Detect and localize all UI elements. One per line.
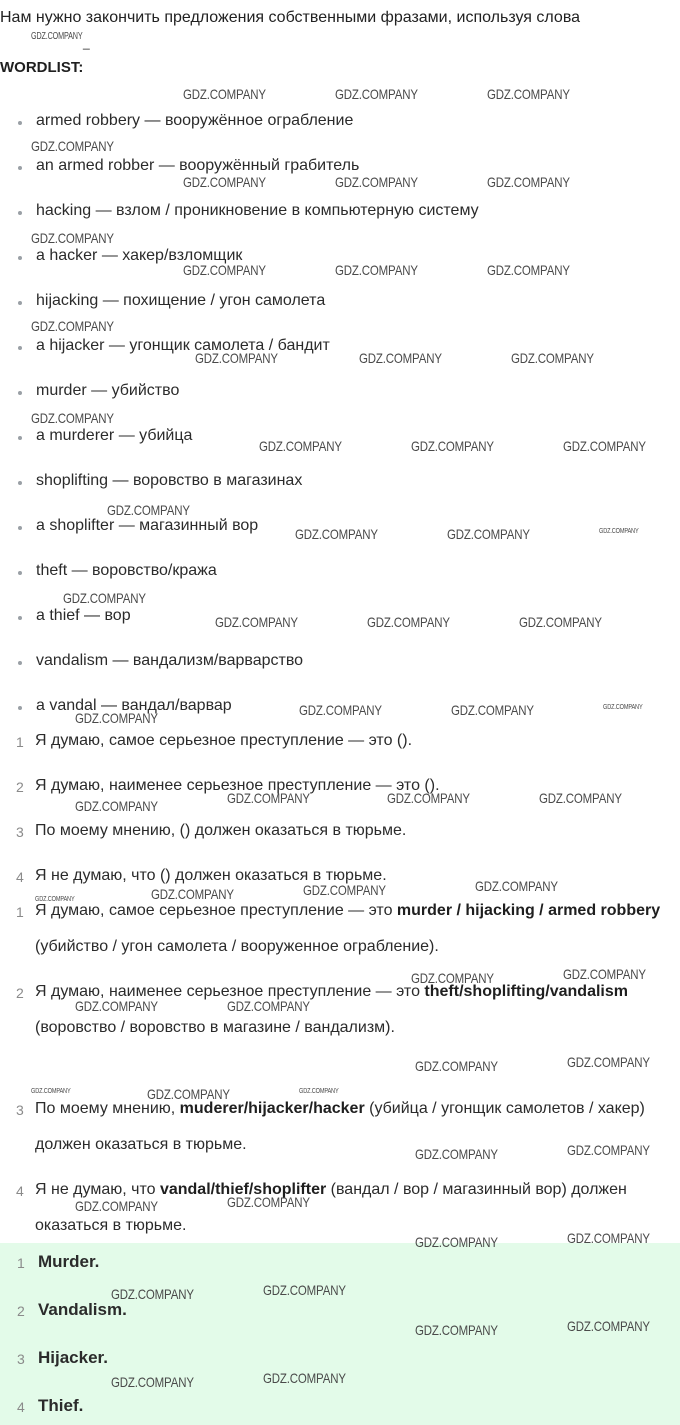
- answer-number: 3: [16, 1102, 24, 1118]
- watermark-text: GDZ.COMPANY: [227, 790, 310, 806]
- watermark-text: GDZ.COMPANY: [511, 350, 594, 366]
- watermark-text: GDZ.COMPANY: [183, 86, 266, 102]
- watermark-text: GDZ.COMPANY: [75, 710, 158, 726]
- wordlist-item: a hijacker — угонщик самолета / бандит: [36, 337, 330, 354]
- short-answer-text: Murder.: [38, 1252, 100, 1271]
- watermark-text: GDZ.COMPANY: [107, 502, 190, 518]
- watermark-text: GDZ.COMPANY: [31, 318, 114, 334]
- watermark-text: GDZ.COMPANY: [335, 86, 418, 102]
- watermark-text: GDZ.COMPANY: [299, 1088, 339, 1095]
- watermark-text: GDZ.COMPANY: [147, 1086, 230, 1102]
- watermark-text: GDZ.COMPANY: [367, 614, 450, 630]
- short-answer-text: Hijacker.: [38, 1348, 108, 1367]
- wordlist-title: WORDLIST:: [0, 59, 84, 76]
- watermark-text: GDZ.COMPANY: [151, 886, 234, 902]
- watermark-text: GDZ.COMPANY: [227, 1194, 310, 1210]
- watermark-text: GDZ.COMPANY: [215, 614, 298, 630]
- watermark-text: GDZ.COMPANY: [487, 86, 570, 102]
- watermark-text: GDZ.COMPANY: [295, 526, 378, 542]
- watermark-text: GDZ.COMPANY: [539, 790, 622, 806]
- wordlist-item: theft — воровство/кража: [36, 562, 217, 579]
- watermark-text: GDZ.COMPANY: [487, 262, 570, 278]
- watermark-text: GDZ.COMPANY: [75, 798, 158, 814]
- watermark-text: GDZ.COMPANY: [183, 174, 266, 190]
- watermark-text: GDZ.COMPANY: [303, 882, 386, 898]
- watermark-text: GDZ.COMPANY: [411, 970, 494, 986]
- answer-text: По моему мнению, muderer/hijacker/hacker (убийца / угонщик самолетов / хакер) должен оказаться в тюрьме.: [35, 1100, 645, 1153]
- watermark-text: GDZ.COMPANY: [263, 1282, 346, 1298]
- question-text: Я не думаю, что () должен оказаться в тюрьме.: [35, 867, 387, 884]
- answer-text: Я думаю, наименее серьезное преступление — это theft/shoplifting/vandalism (воровство / воровство в магазине / вандализм).: [35, 983, 628, 1036]
- short-answer-text: Thief.: [38, 1396, 84, 1415]
- wordlist-item: murder — убийство: [36, 382, 180, 399]
- watermark-text: GDZ.COMPANY: [299, 702, 382, 718]
- watermark-text: GDZ.COMPANY: [411, 438, 494, 454]
- answer-number: 2: [16, 985, 24, 1001]
- watermark-text: GDZ.COMPANY: [31, 230, 114, 246]
- watermark-text: GDZ.COMPANY: [31, 1088, 71, 1095]
- watermark-text: GDZ.COMPANY: [75, 998, 158, 1014]
- short-answer-number: 1: [17, 1255, 25, 1271]
- wordlist-item: a vandal — вандал/варвар: [36, 697, 232, 714]
- watermark-text: GDZ.COMPANY: [447, 526, 530, 542]
- watermark-text: GDZ.COMPANY: [227, 998, 310, 1014]
- answer-text: Я не думаю, что vandal/thief/shoplifter (вандал / вор / магазинный вор) должен оказаться в тюрьме.: [35, 1181, 627, 1234]
- watermark-text: GDZ.COMPANY: [111, 1286, 194, 1302]
- wordlist-item: hacking — взлом / проникновение в компьютерную систему: [36, 202, 479, 219]
- watermark-text: GDZ.COMPANY: [475, 878, 558, 894]
- wordlist-item: a hacker — хакер/взломщик: [36, 247, 243, 264]
- watermark-text: GDZ.COMPANY: [563, 966, 646, 982]
- question-text: Я думаю, наименее серьезное преступление — это ().: [35, 777, 440, 794]
- short-answer-panel: [0, 1243, 680, 1425]
- watermark-text: GDZ.COMPANY: [263, 1370, 346, 1386]
- watermark-text: GDZ.COMPANY: [567, 1142, 650, 1158]
- wordlist-item: shoplifting — воровство в магазинах: [36, 472, 303, 489]
- short-answer-number: 2: [17, 1303, 25, 1319]
- watermark-text: GDZ.COMPANY: [111, 1374, 194, 1390]
- wordlist-item: armed robbery — вооружённое ограбление: [36, 112, 354, 129]
- watermark-text: GDZ.COMPANY: [487, 174, 570, 190]
- watermark-text: GDZ.COMPANY: [563, 438, 646, 454]
- answer-number: 1: [16, 904, 24, 920]
- short-answer-number: 3: [17, 1351, 25, 1367]
- wordlist-item: hijacking — похищение / угон самолета: [36, 292, 326, 309]
- question-text: Я думаю, самое серьезное преступление — это ().: [35, 732, 413, 749]
- watermark-text: GDZ.COMPANY: [387, 790, 470, 806]
- watermark-text: GDZ.COMPANY: [415, 1146, 498, 1162]
- watermark-text: GDZ.COMPANY: [415, 1058, 498, 1074]
- watermark-text: GDZ.COMPANY: [75, 1198, 158, 1214]
- answer-number: 4: [16, 1183, 24, 1199]
- watermark-text: GDZ.COMPANY: [567, 1318, 650, 1334]
- watermark-text: GDZ.COMPANY: [31, 31, 83, 42]
- watermark-text: GDZ.COMPANY: [195, 350, 278, 366]
- question-number: 1: [16, 734, 24, 750]
- watermark-text: GDZ.COMPANY: [415, 1322, 498, 1338]
- watermark-text: GDZ.COMPANY: [259, 438, 342, 454]
- watermark-text: GDZ.COMPANY: [603, 704, 643, 711]
- wordlist-item: vandalism — вандализм/варварство: [36, 652, 304, 669]
- watermark-text: GDZ.COMPANY: [35, 896, 75, 903]
- watermark-text: GDZ.COMPANY: [183, 262, 266, 278]
- watermark-text: GDZ.COMPANY: [31, 410, 114, 426]
- short-answer-text: Vandalism.: [38, 1300, 127, 1319]
- wordlist-item: an armed robber — вооружённый грабитель: [36, 157, 360, 174]
- watermark-text: GDZ.COMPANY: [451, 702, 534, 718]
- watermark-text: GDZ.COMPANY: [359, 350, 442, 366]
- watermark-text: GDZ.COMPANY: [567, 1054, 650, 1070]
- short-answer-number: 4: [17, 1399, 25, 1415]
- wordlist-item: a murderer — убийца: [36, 427, 193, 444]
- question-number: 2: [16, 779, 24, 795]
- watermark-text: GDZ.COMPANY: [415, 1234, 498, 1250]
- intro-dash: _: [83, 36, 90, 50]
- watermark-text: GDZ.COMPANY: [599, 528, 639, 535]
- question-number: 3: [16, 824, 24, 840]
- watermark-text: GDZ.COMPANY: [335, 174, 418, 190]
- watermark-text: GDZ.COMPANY: [567, 1230, 650, 1246]
- watermark-text: GDZ.COMPANY: [63, 590, 146, 606]
- wordlist-item: a thief — вор: [36, 607, 131, 624]
- answer-text: Я думаю, самое серьезное преступление — это murder / hijacking / armed robbery (убийство / угон самолета / вооруженное ограбление).: [35, 902, 661, 955]
- watermark-text: GDZ.COMPANY: [519, 614, 602, 630]
- watermark-text: GDZ.COMPANY: [31, 138, 114, 154]
- watermark-text: GDZ.COMPANY: [335, 262, 418, 278]
- question-number: 4: [16, 869, 24, 885]
- wordlist-item: a shoplifter — магазинный вор: [36, 517, 259, 534]
- question-text: По моему мнению, () должен оказаться в тюрьме.: [35, 822, 407, 839]
- intro-text: Нам нужно закончить предложения собственными фразами, используя слова: [0, 9, 581, 26]
